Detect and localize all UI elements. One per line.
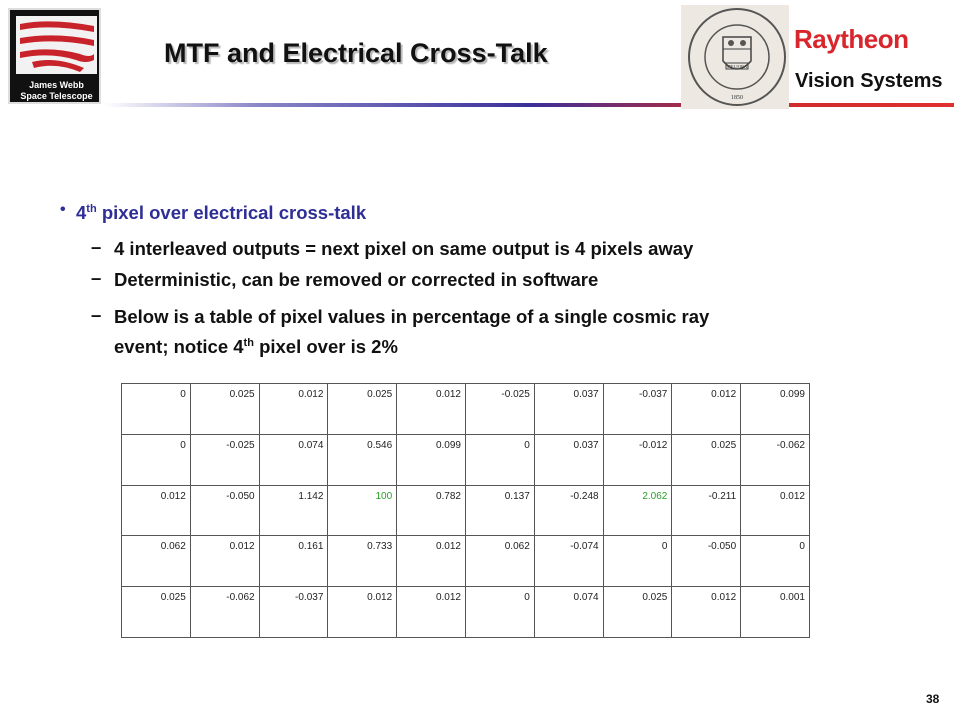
table-cell: 0.161	[259, 536, 328, 587]
table-cell: 0.012	[397, 587, 466, 638]
table-row	[122, 434, 810, 485]
table-cell: -0.037	[603, 384, 672, 435]
table-cell: -0.211	[672, 485, 741, 536]
table-cell-center-pixel: 100	[328, 485, 397, 536]
table-cell: -0.025	[465, 384, 534, 435]
seal-motto: MELIORA	[726, 64, 748, 69]
pixel-values-table	[121, 383, 810, 638]
main-bullet-prefix: 4	[76, 202, 87, 223]
raytheon-logo: Raytheon	[794, 24, 909, 54]
table-cell: 0	[603, 536, 672, 587]
sub-bullet-1-text: 4 interleaved outputs = next pixel on same output is 4 pixels away	[114, 238, 694, 259]
sub-bullet-3-line2-pre: event; notice 4	[114, 336, 244, 358]
table-cell: 0	[122, 434, 191, 485]
sub-bullet-2-text: Deterministic, can be removed or corrected in software	[114, 269, 599, 290]
bullet-dot-icon: •	[60, 201, 66, 218]
table-cell: 0.037	[534, 434, 603, 485]
dash-icon: –	[91, 236, 102, 257]
table-row	[122, 485, 810, 536]
rochester-seal-logo	[681, 5, 789, 109]
table-cell: 0.012	[190, 536, 259, 587]
vision-systems-label: Vision Systems	[795, 70, 943, 92]
main-bullet-rest: pixel over electrical cross-talk	[96, 202, 367, 223]
table-row	[122, 587, 810, 638]
table-row	[122, 384, 810, 435]
table-cell: 0.074	[534, 587, 603, 638]
table-cell: 0.025	[122, 587, 191, 638]
sub-bullet-3-line1: Below is a table of pixel values in percentage of a single cosmic ray	[114, 306, 710, 327]
table-cell: 0.001	[741, 587, 810, 638]
table-cell: 0.012	[397, 536, 466, 587]
jwst-logo-line2: Space Telescope	[20, 91, 93, 101]
table-cell: -0.074	[534, 536, 603, 587]
table-cell: 0.012	[741, 485, 810, 536]
table-cell: -0.062	[741, 434, 810, 485]
title-divider	[104, 103, 954, 107]
table-cell: 0	[122, 384, 191, 435]
slide-title: MTF and Electrical Cross-Talk	[164, 38, 548, 68]
table-cell-fourth-pixel: 2.062	[603, 485, 672, 536]
table-cell: -0.062	[190, 587, 259, 638]
university-seal-icon	[681, 5, 789, 109]
table-cell: 1.142	[259, 485, 328, 536]
page-number: 38	[926, 692, 940, 706]
table-cell: -0.050	[190, 485, 259, 536]
table-cell: 0.012	[397, 384, 466, 435]
main-bullet-text	[76, 202, 366, 224]
dash-icon: –	[91, 267, 102, 288]
table-cell: 0.012	[672, 587, 741, 638]
table-cell: 0.012	[328, 587, 397, 638]
sub-bullet-3-line2-post: pixel over is 2%	[253, 336, 398, 358]
table-cell: -0.037	[259, 587, 328, 638]
table-cell: 0.546	[328, 434, 397, 485]
table-cell: 0.012	[122, 485, 191, 536]
table-cell: 0.062	[122, 536, 191, 587]
jwst-logo	[8, 8, 101, 104]
table-cell: 0.782	[397, 485, 466, 536]
table-cell: -0.012	[603, 434, 672, 485]
table-cell: 0.025	[328, 384, 397, 435]
table-cell: 0	[465, 587, 534, 638]
table-cell: 0.012	[259, 384, 328, 435]
table-cell: 0.025	[190, 384, 259, 435]
dash-icon: –	[91, 304, 102, 325]
main-bullet-sup: th	[86, 202, 97, 215]
table-cell: 0.037	[534, 384, 603, 435]
seal-year: 1850	[731, 95, 743, 101]
table-cell: -0.050	[672, 536, 741, 587]
sub-bullet-3-text	[114, 304, 709, 360]
table-cell: 0.062	[465, 536, 534, 587]
jwst-logo-line1: James Webb	[29, 80, 84, 90]
table-cell: 0.025	[672, 434, 741, 485]
table-cell: 0.099	[741, 384, 810, 435]
table-cell: 0.137	[465, 485, 534, 536]
table-cell: 0.025	[603, 587, 672, 638]
table-cell: 0.074	[259, 434, 328, 485]
table-cell: 0.012	[672, 384, 741, 435]
table-cell: -0.025	[190, 434, 259, 485]
table-cell: 0	[465, 434, 534, 485]
table-cell: -0.248	[534, 485, 603, 536]
table-row	[122, 536, 810, 587]
table-cell: 0.733	[328, 536, 397, 587]
sub-bullet-3-line2-sup: th	[243, 337, 254, 349]
table-cell: 0.099	[397, 434, 466, 485]
table-cell: 0	[741, 536, 810, 587]
